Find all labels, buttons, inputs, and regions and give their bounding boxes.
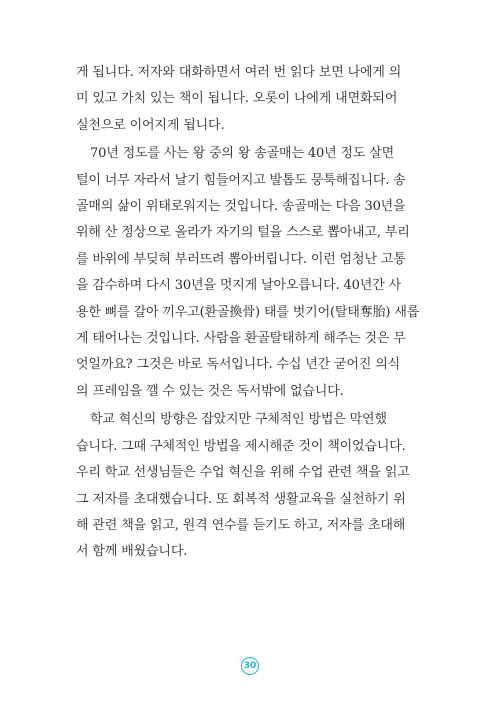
text-line: 용한 뼈를 갈아 끼우고(환골換骨) 태를 벗기어(탈태奪胎) 새롭 bbox=[76, 304, 420, 320]
text-line: 게 됩니다. 저자와 대화하면서 여러 번 읽다 보면 나에게 의 bbox=[76, 65, 402, 80]
text-line: 70년 정도를 사는 왕 중의 왕 송골매는 40년 정도 살면 bbox=[90, 146, 395, 162]
text-line: 미 있고 가치 있는 책이 됩니다. 오롯이 나에게 내면화되어 bbox=[76, 91, 398, 107]
text-line: 실천으로 이어지게 됩니다. bbox=[76, 117, 225, 133]
text-line: 학교 혁신의 방향은 잡았지만 구체적인 방법은 막연했 bbox=[90, 412, 387, 428]
text-line: 해 관련 책을 읽고, 원격 연수를 듣기도 하고, 저자를 초대해 bbox=[76, 517, 406, 533]
body-text bbox=[76, 60, 428, 568]
text-line: 의 프레임을 깰 수 있는 것은 독서밖에 없습니다. bbox=[76, 383, 344, 399]
text-line: 을 감수하며 다시 30년을 멋지게 날아오릅니다. 40년간 사 bbox=[76, 278, 401, 294]
paragraph-1 bbox=[76, 60, 428, 139]
text-line: 위해 산 정상으로 올라가 자기의 털을 스스로 뽑아내고, 부리 bbox=[76, 225, 410, 241]
paragraph-3 bbox=[76, 407, 428, 565]
text-line: 우리 학교 선생님들은 수업 혁신을 위해 수업 관련 책을 읽고 bbox=[76, 465, 410, 481]
text-line: 엇일까요? 그것은 바로 독서입니다. 수십 년간 굳어진 의식 bbox=[76, 357, 401, 373]
page-number: 30 bbox=[241, 657, 259, 675]
paragraph-2 bbox=[76, 141, 428, 405]
text-line: 털이 너무 자라서 날기 힘들어지고 발톱도 뭉툭해집니다. 송 bbox=[76, 172, 406, 188]
text-line: 서 함께 배웠습니다. bbox=[76, 544, 188, 560]
text-line: 습니다. 그때 구체적인 방법을 제시해준 것이 책이었습니다. bbox=[76, 438, 406, 454]
text-line: 그 저자를 초대했습니다. 또 회복적 생활교육을 실천하기 위 bbox=[76, 491, 406, 507]
text-line: 게 태어나는 것입니다. 사람을 환골탈태하게 해주는 것은 무 bbox=[76, 331, 406, 347]
text-line: 를 바위에 부딪혀 부러뜨려 뽑아버립니다. 이런 엄청난 고통 bbox=[76, 251, 406, 267]
text-line: 골매의 삶이 위태로워지는 것입니다. 송골매는 다음 30년을 bbox=[76, 199, 406, 215]
